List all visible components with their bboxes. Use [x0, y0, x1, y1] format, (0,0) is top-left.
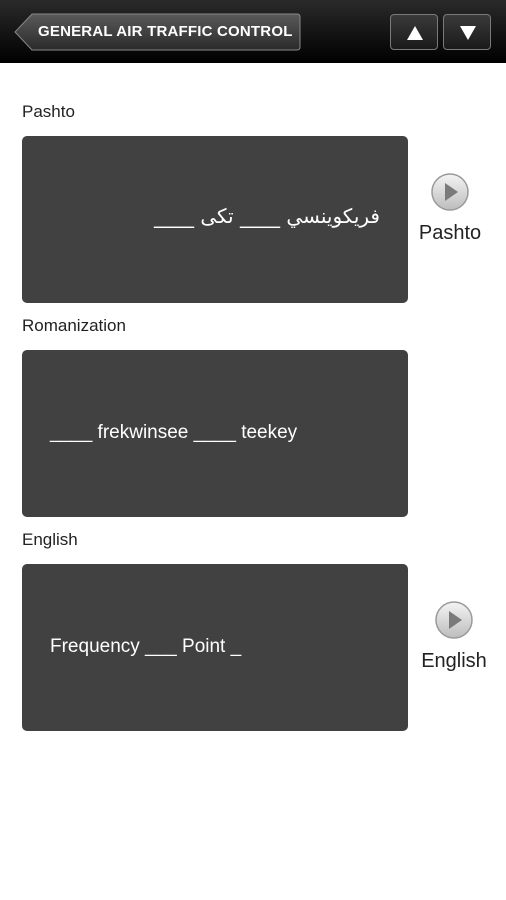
pashto-play-group: [410, 172, 490, 245]
arrow-down-icon: [459, 25, 477, 41]
next-button[interactable]: [443, 14, 491, 50]
back-button[interactable]: [14, 13, 301, 51]
back-button-label: GENERAL AIR TRAFFIC CONTROL: [38, 23, 293, 40]
english-play-label[interactable]: English: [421, 650, 487, 672]
english-play-group: [414, 600, 494, 673]
pashto-play-label[interactable]: Pashto: [418, 222, 482, 244]
english-text: Frequency ___ Point _: [50, 636, 242, 657]
english-play-icon[interactable]: [434, 600, 474, 640]
romanization-section-label: Romanization: [22, 316, 126, 335]
pashto-play-icon[interactable]: [430, 172, 470, 212]
romanization-panel: [22, 350, 408, 517]
pashto-panel: [22, 136, 408, 303]
header-bar: [0, 0, 506, 63]
english-panel: [22, 564, 408, 731]
pashto-section-label: Pashto: [22, 102, 75, 121]
english-section-label: English: [22, 530, 78, 549]
previous-button[interactable]: [390, 14, 438, 50]
arrow-up-icon: [406, 25, 424, 41]
romanization-text: ____ frekwinsee ____ teekey: [50, 422, 298, 443]
pashto-text: فریکوینسي ____ تکی ____: [153, 204, 380, 228]
